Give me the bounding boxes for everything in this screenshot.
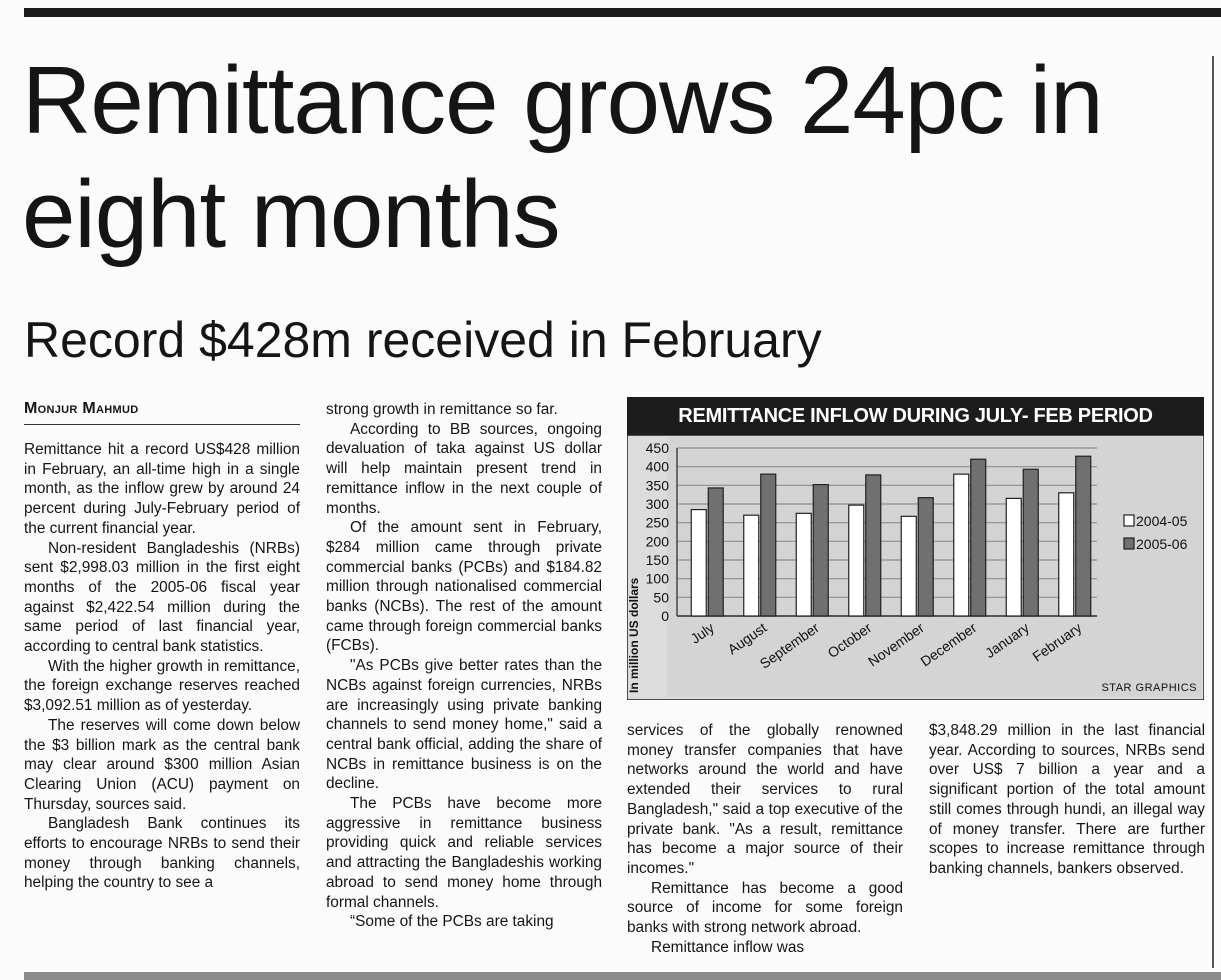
column-4 <box>929 721 1205 879</box>
y-tick-label: 50 <box>653 589 669 606</box>
bar-2004-05-february <box>1059 493 1074 616</box>
headline: Remittance grows 24pc in eight months <box>22 47 1103 268</box>
column-3 <box>627 721 903 957</box>
bar-2005-06-july <box>708 488 723 616</box>
x-tick-label: September <box>756 619 822 672</box>
paragraph: The reserves will come down below the $3 billion mark as the central bank may clear around $300 million Asian Clearing Union (ACU) payment on Thursday, sources said. <box>24 716 300 813</box>
paragraph: According to BB sources, ongoing devaluation of taka against US dollar will help maintain present trend in remittance inflow in the next couple of months. <box>326 420 602 517</box>
legend-swatch <box>1124 538 1134 549</box>
y-tick-label: 450 <box>645 440 669 456</box>
bar-2005-06-october <box>866 475 881 616</box>
legend-swatch <box>1124 515 1134 526</box>
bottom-rule <box>24 972 1221 980</box>
bar-2005-06-september <box>813 485 828 616</box>
right-rule <box>1212 56 1214 968</box>
legend-label: 2005-06 <box>1136 536 1188 552</box>
paragraph: “Some of the PCBs are taking <box>350 913 554 931</box>
bar-2004-05-september <box>796 513 811 616</box>
y-tick-label: 150 <box>645 552 669 568</box>
column-2 <box>326 400 602 932</box>
bar-2004-05-december <box>954 474 969 616</box>
bar-2005-06-december <box>971 459 986 616</box>
y-tick-label: 0 <box>661 608 669 624</box>
x-tick-label: January <box>981 619 1032 662</box>
x-tick-label: November <box>864 619 927 670</box>
paragraph: With the higher growth in remittance, the foreign exchange reserves reached $3,092.51 million as of yesterday. <box>24 657 300 715</box>
bar-2005-06-november <box>918 498 933 616</box>
paragraph: strong growth in remittance so far. <box>326 401 558 418</box>
bar-2004-05-october <box>849 505 864 616</box>
chart-title: REMITTANCE INFLOW DURING JULY- FEB PERIOD <box>627 397 1204 435</box>
subhead: Record $428m received in February <box>24 312 822 368</box>
bar-2005-06-january <box>1023 469 1038 616</box>
x-tick-label: December <box>917 619 980 670</box>
paragraph: Remittance hit a record US$428 million in February, an all-time high in a single month, as the inflow grew by around 24 percent during July-February period of the current financial year. <box>24 441 300 537</box>
y-tick-label: 350 <box>645 477 669 494</box>
y-tick-label: 200 <box>645 533 669 550</box>
top-rule <box>24 8 1221 17</box>
chart-credit: STAR GRAPHICS <box>1101 682 1197 694</box>
y-tick-label: 400 <box>645 458 669 475</box>
x-tick-label: August <box>724 619 770 658</box>
chart-plot <box>627 435 1204 700</box>
paragraph: The PCBs have become more aggressive in remittance business providing quick and reliable services and attracting the Bangladeshis working abroad to send money home through formal channels. <box>326 795 602 911</box>
column-1 <box>24 440 300 893</box>
bar-2005-06-august <box>761 474 776 616</box>
legend-label: 2004-05 <box>1136 513 1188 529</box>
bar-2004-05-august <box>744 515 759 616</box>
x-tick-label: February <box>1029 619 1085 665</box>
bar-2004-05-january <box>1006 498 1021 616</box>
paragraph: Remittance inflow was <box>651 938 805 956</box>
remittance-chart <box>627 397 1204 700</box>
y-tick-label: 100 <box>645 570 669 587</box>
x-tick-label: July <box>687 619 717 647</box>
y-axis-label: In million US dollars <box>627 577 641 693</box>
y-tick-label: 300 <box>645 496 669 512</box>
bar-2005-06-february <box>1076 456 1091 616</box>
paragraph: $3,848.29 million in the last financial year. According to sources, NRBs send over US$ 7 billion a year and a significant portion of the total amount still comes through hundi, an illegal way of money transfer. There are further scopes to increase remittance through banking channels, bankers observed. <box>929 722 1205 877</box>
byline: Monjur Mahmud <box>24 400 300 425</box>
paragraph: Non-resident Bangladeshis (NRBs) sent $2,998.03 million in the first eight months of the 2005-06 fiscal year against $2,422.54 million during the same period of last financial year, according to central bank statistics. <box>24 539 300 656</box>
bar-2004-05-july <box>691 510 706 616</box>
y-tick-label: 250 <box>645 514 669 531</box>
bar-2004-05-november <box>901 516 916 616</box>
paragraph: services of the globally renowned money transfer companies that have networks around the world and have extended their services to rural Bangladesh," said a top executive of the private bank. "As a result, remittance has become a major source of their incomes." <box>627 722 903 877</box>
x-tick-label: October <box>824 619 875 662</box>
paragraph: Remittance has become a good source of income for some foreign banks with strong network abroad. <box>627 879 903 937</box>
paragraph: "As PCBs give better rates than the NCBs against foreign currencies, NRBs are increasingly using private banking channels to send money home," said a central bank official, adding the share of NCBs in remittance business is on the decline. <box>326 657 602 793</box>
paragraph: Bangladesh Bank continues its efforts to encourage NRBs to send their money through banking channels, helping the country to see a <box>24 815 300 892</box>
paragraph: Of the amount sent in February, $284 million came through private commercial banks (PCBs) and $184.82 million through nationalised commercial banks (NCBs). The rest of the amount came through foreign commercial banks (FCBs). <box>326 519 602 655</box>
